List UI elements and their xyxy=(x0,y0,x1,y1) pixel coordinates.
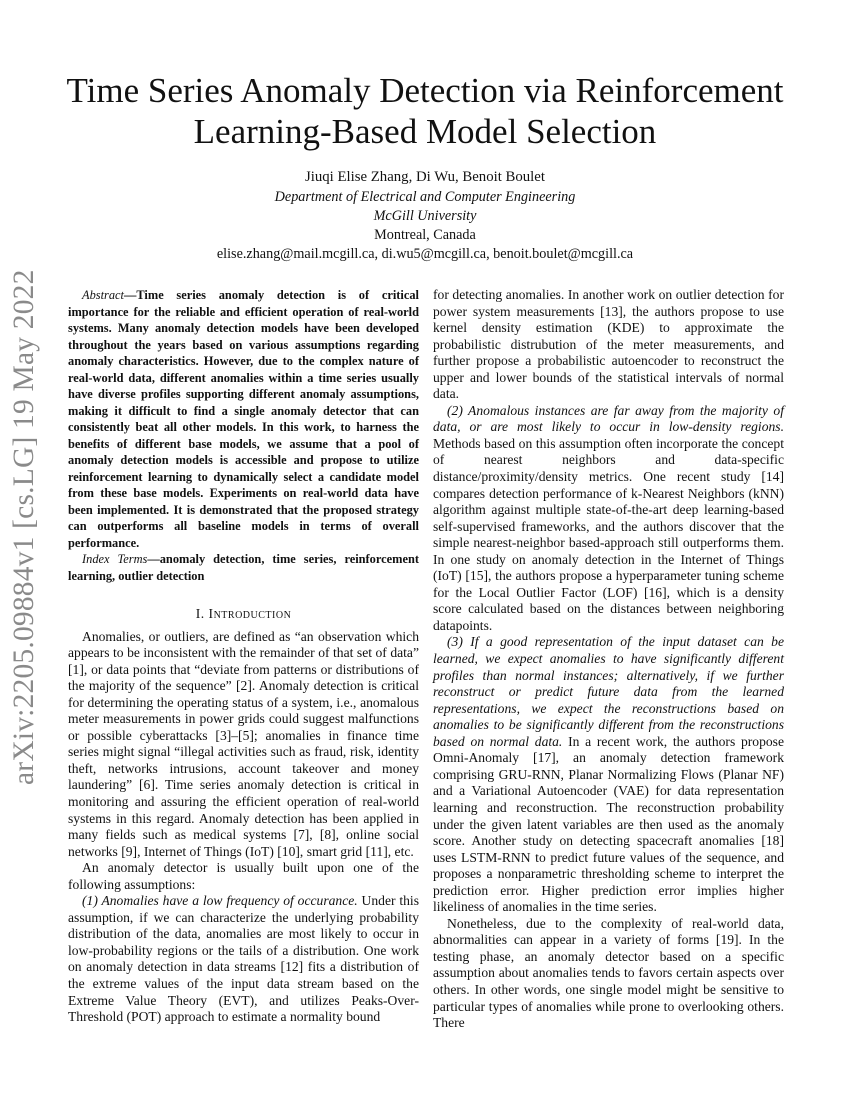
abstract xyxy=(68,287,419,551)
abstract-label: Abstract xyxy=(82,288,124,302)
abstract-text: Time series anomaly detection is of critical importance for the reliable and efficient operation of real-world systems. Many anomaly detection models have been developed throughout the years based on various assumptions regarding anomaly characteristics. However, due to the complex nature of real-world data, different anomalies within a time series usually have diverse profiles supporting different anomaly assumptions, making it difficult to find a single anomaly detector that can consistently beat all other models. In this work, to harness the benefits of different base models, we assume that a pool of anomaly detection models is accessible and propose to utilize reinforcement learning to dynamically select a candidate model from these base models. Experiments on real-world data have been implemented. It is demonstrated that the proposed strategy can outperforms all baseline models in terms of overall performance. xyxy=(68,288,419,550)
assumption-1-body: Under this assumption, if we can characterize the underlying probability distribution of the data, anomalies are most likely to occur in low-probability regions or the tails of a distribution. One work on anomaly detection in data streams [12] fits a distribution of the extreme values of the input data stream based on the Extreme Value Theory (EVT), and utilizes Peaks-Over-Threshold (POT) approach to estimate a normality bound xyxy=(68,893,419,1025)
right-column xyxy=(433,287,784,1032)
nonetheless-paragraph: Nonetheless, due to the complexity of real-world data, abnormalities can appear in a variety of forms [19]. In the testing phase, an anomaly detector based on a specific assumption about anomalies tends to favors certain aspects over others. In other words, one single model might be sensitive to particular types of anomalies while prone to overlooking others. There xyxy=(433,915,784,1031)
author-names: Jiuqi Elise Zhang, Di Wu, Benoit Boulet xyxy=(305,169,545,185)
index-terms-text: anomaly detection, time series, reinforcement learning, outlier detection xyxy=(68,552,419,583)
intro-paragraph-2: An anomaly detector is usually built upon one of the following assumptions: xyxy=(68,860,419,892)
author-block xyxy=(40,168,810,264)
assumption-2-heading: (2) Anomalous instances are far away from the majority of data, or are most likely to occur in low-density regions. xyxy=(433,402,784,435)
assumption-2-body: Methods based on this assumption often incorporate the concept of nearest neighbors and data-specific distance/proximity/density metrics. One recent study [14] compares detection performance of k-Nearest Neighbors (kNN) algorithm against multiple state-of-the-art deep learning-based self-supervised frameworks, and the authors discover that the simple nearest-neighbor based-approach still outperforms them. In one study on anomaly detection in the Internet of Things (IoT) [15], the authors propose a hyperparameter tuning scheme for the Local Outlier Factor (LOF) [16], which is a density score calculated based on the distances between neighboring datapoints. xyxy=(433,435,784,633)
intro-paragraph-3 xyxy=(68,893,419,1025)
index-terms xyxy=(68,551,419,584)
section-title: Introduction xyxy=(208,606,292,621)
continued-paragraph: for detecting anomalies. In another work on outlier detection for power system measurements [13], the authors propose to use kernel density estimation (KDE) to approximate the probabilistic distrubution of the meter measurements, and further propose a probabilistic autoencoder to reconstruct the upper and lower bounds of the statistical intervals of normal data. xyxy=(433,287,784,402)
index-terms-label: Index Terms xyxy=(82,552,148,566)
intro-paragraph-1: Anomalies, or outliers, are defined as “an observation which appears to be inconsistent with the remainder of that set of data” [1], or data points that “deviate from patterns or distributions of the majority of the sequence” [2]. Anomaly detection is critical for determining the operating status of a system, i.e., anomalous meter measurements in power grids could suggest malfunctions or possible cyberattacks [3]–[5]; anomalies in finance time series might signal “illegal activities such as fraud, risk, identity theft, networks intrusions, account takeover and money laundering” [6]. Time series anomaly detection is critical in monitoring and assuring the efficient operation of real-world systems in this regard. Anomaly detection has been applied in many fields such as medical systems [7], [8], online social networks [9], Internet of Things (IoT) [10], smart grid [11], etc. xyxy=(68,628,419,859)
author-university: McGill University xyxy=(373,208,477,224)
paper-title xyxy=(40,70,810,152)
assumption-1-heading: (1) Anomalies have a low frequency of occurance. xyxy=(82,893,358,909)
assumption-3-paragraph xyxy=(433,634,784,915)
left-column xyxy=(68,287,419,1026)
author-emails: elise.zhang@mail.mcgill.ca, di.wu5@mcgill.ca, benoit.boulet@mcgill.ca xyxy=(216,246,634,262)
assumption-3-body: In a recent work, the authors propose Omni-Anomaly [17], an anomaly detection framework comprising GRU-RNN, Planar Normalizing Flows (Planar NF) and a Variational Autoencoder (VAE) for data representation learning and reconstruction. The reconstruction probability under the given latent variables are then used as the anomaly score. Another study on detecting spacecraft anomalies [18] uses LSTM-RNN to predict future values of the sequence, and proposes a nonparametric thresholding scheme to interpret the prediction error. Higher prediction error implies higher likeliness of anomalies in the time series. xyxy=(433,733,784,915)
author-department: Department of Electrical and Computer Engineering xyxy=(274,189,576,205)
section-number: I. xyxy=(195,606,205,621)
assumption-3-heading: (3) If a good representation of the input dataset can be learned, we expect anomalies to have significantly different profiles than normal instances; alternatively, if we further reconstruct or predict future data from the learned representations, we expect the reconstructions based on anomalies to be significantly different from the reconstructions based on normal data. xyxy=(433,634,784,749)
title-line-1: Time Series Anomaly Detection via Reinforcement xyxy=(66,71,784,110)
section-heading-introduction xyxy=(68,606,419,623)
arxiv-stamp: arXiv:2205.09884v1 [cs.LG] 19 May 2022 xyxy=(8,269,40,785)
index-terms-dash: — xyxy=(147,552,160,566)
assumption-2-paragraph xyxy=(433,403,784,635)
author-location: Montreal, Canada xyxy=(374,227,476,243)
title-line-2: Learning-Based Model Selection xyxy=(193,112,657,151)
abstract-dash: — xyxy=(124,288,137,302)
